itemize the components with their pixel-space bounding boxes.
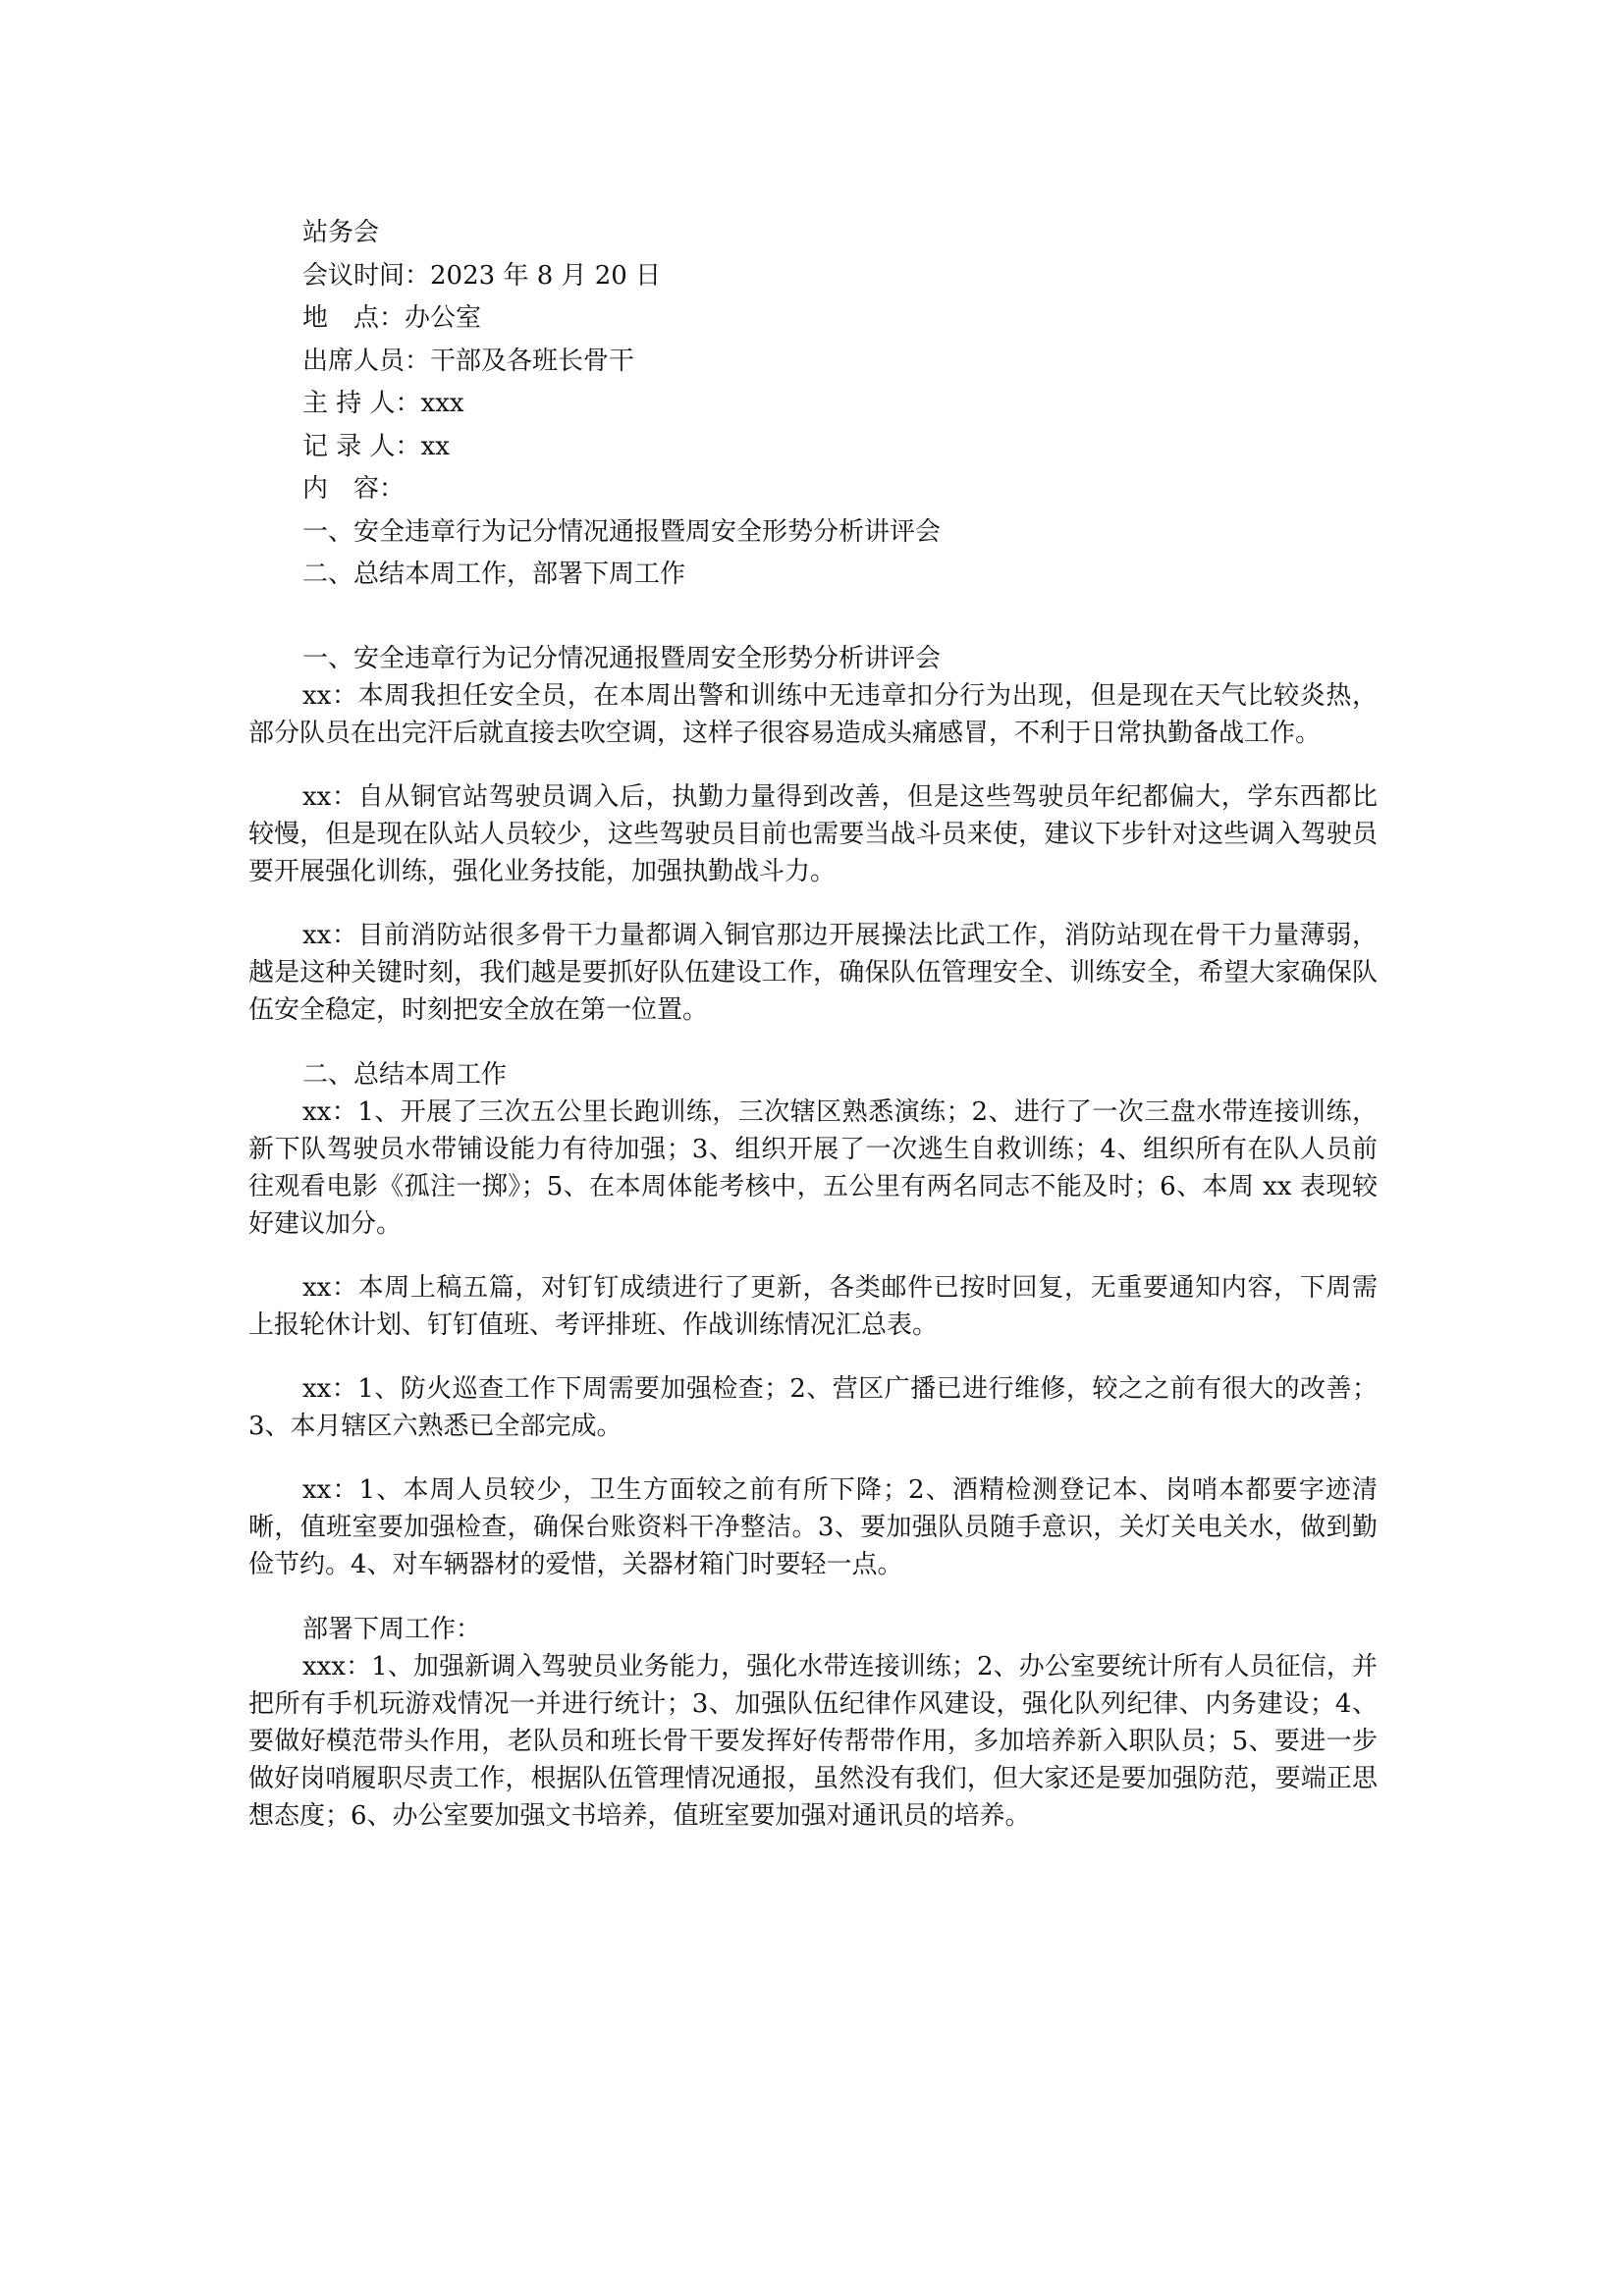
section-title: 二、总结本周工作 bbox=[302, 1059, 508, 1090]
meeting-time: 会议时间：2023 年 8 月 20 日 bbox=[302, 260, 662, 291]
speech-paragraph: xx：1、开展了三次五公里长跑训练，三次辖区熟悉演练；2、进行了一次三盘水带连接训练，新下队驾驶员水带铺设能力有待加强；3、组织开展了一次逃生自救训练；4、组织所有在队人员前往观看电影《孤注一掷》；5、在本周体能考核中，五公里有两名同志不能及时；6、本周 xx 表现较好建议加分。 bbox=[248, 1096, 1378, 1239]
meeting-location: 地 点：办公室 bbox=[302, 303, 482, 333]
section-title: 一、安全违章行为记分情况通报暨周安全形势分析讲评会 bbox=[302, 643, 942, 673]
speech-paragraph: xx：目前消防站很多骨干力量都调入铜官那边开展操法比武工作，消防站现在骨干力量薄弱，越是这种关键时刻，我们越是要抓好队伍建设工作，确保队伍管理安全、训练安全，希望大家确保队伍安全稳定，时刻把安全放在第一位置。 bbox=[248, 920, 1378, 1025]
agenda-item: 一、安全违章行为记分情况通报暨周安全形势分析讲评会 bbox=[302, 516, 942, 547]
speech-paragraph: xx：自从铜官站驾驶员调入后，执勤力量得到改善，但是这些驾驶员年纪都偏大，学东西都比较慢，但是现在队站人员较少，这些驾驶员目前也需要当战斗员来使，建议下步针对这些调入驾驶员要开展强化训练，强化业务技能，加强执勤战斗力。 bbox=[248, 781, 1378, 886]
meeting-minutes bbox=[248, 212, 1378, 1835]
content-label: 内 容： bbox=[302, 474, 406, 504]
section-title: 部署下周工作： bbox=[302, 1614, 482, 1644]
meeting-header bbox=[248, 212, 1378, 597]
speech-paragraph: xx：本周我担任安全员，在本周出警和训练中无违章扣分行为出现，但是现在天气比较炎热，部分队员在出完汗后就直接去吹空调，这样子很容易造成头痛感冒，不利于日常执勤备战工作。 bbox=[248, 680, 1378, 748]
speech-paragraph: xx：1、防火巡查工作下周需要加强检查；2、营区广播已进行维修，较之之前有很大的改善；3、本月辖区六熟悉已全部完成。 bbox=[248, 1373, 1378, 1441]
section-weekly-summary bbox=[248, 1056, 1378, 1583]
meeting-host: 主 持 人：xxx bbox=[302, 389, 464, 418]
spacer bbox=[248, 597, 1378, 640]
speech-paragraph: xx：1、本周人员较少，卫生方面较之前有所下降；2、酒精检测登记本、岗哨本都要字迹清晰，值班室要加强检查，确保台账资料干净整洁。3、要加强队员随手意识，关灯关电关水，做到勤俭节约。4、对车辆器材的爱惜，关器材箱门时要轻一点。 bbox=[248, 1474, 1378, 1579]
agenda-item: 二、总结本周工作，部署下周工作 bbox=[302, 560, 686, 589]
speech-paragraph: xx：本周上稿五篇，对钉钉成绩进行了更新，各类邮件已按时回复，无重要通知内容，下周需上报轮休计划、钉钉值班、考评排班、作战训练情况汇总表。 bbox=[248, 1272, 1378, 1340]
meeting-title: 站务会 bbox=[302, 218, 380, 247]
meeting-attendees: 出席人员：干部及各班长骨干 bbox=[302, 346, 635, 376]
section-safety-report bbox=[248, 640, 1378, 1029]
meeting-recorder: 记 录 人：xx bbox=[302, 431, 450, 461]
section-next-week-plan bbox=[248, 1611, 1378, 1835]
speech-paragraph: xxx：1、加强新调入驾驶员业务能力，强化水带连接训练；2、办公室要统计所有人员征信，并把所有手机玩游戏情况一并进行统计；3、加强队伍纪律作风建设，强化队列纪律、内务建设；4、要做好模范带头作用，老队员和班长骨干要发挥好传帮带作用，多加培养新入职队员；5、要进一步做好岗哨履职尽责工作，根据队伍管理情况通报，虽然没有我们，但大家还是要加强防范，要端正思想态度；6、办公室要加强文书培养，值班室要加强对通讯员的培养。 bbox=[248, 1651, 1378, 1831]
